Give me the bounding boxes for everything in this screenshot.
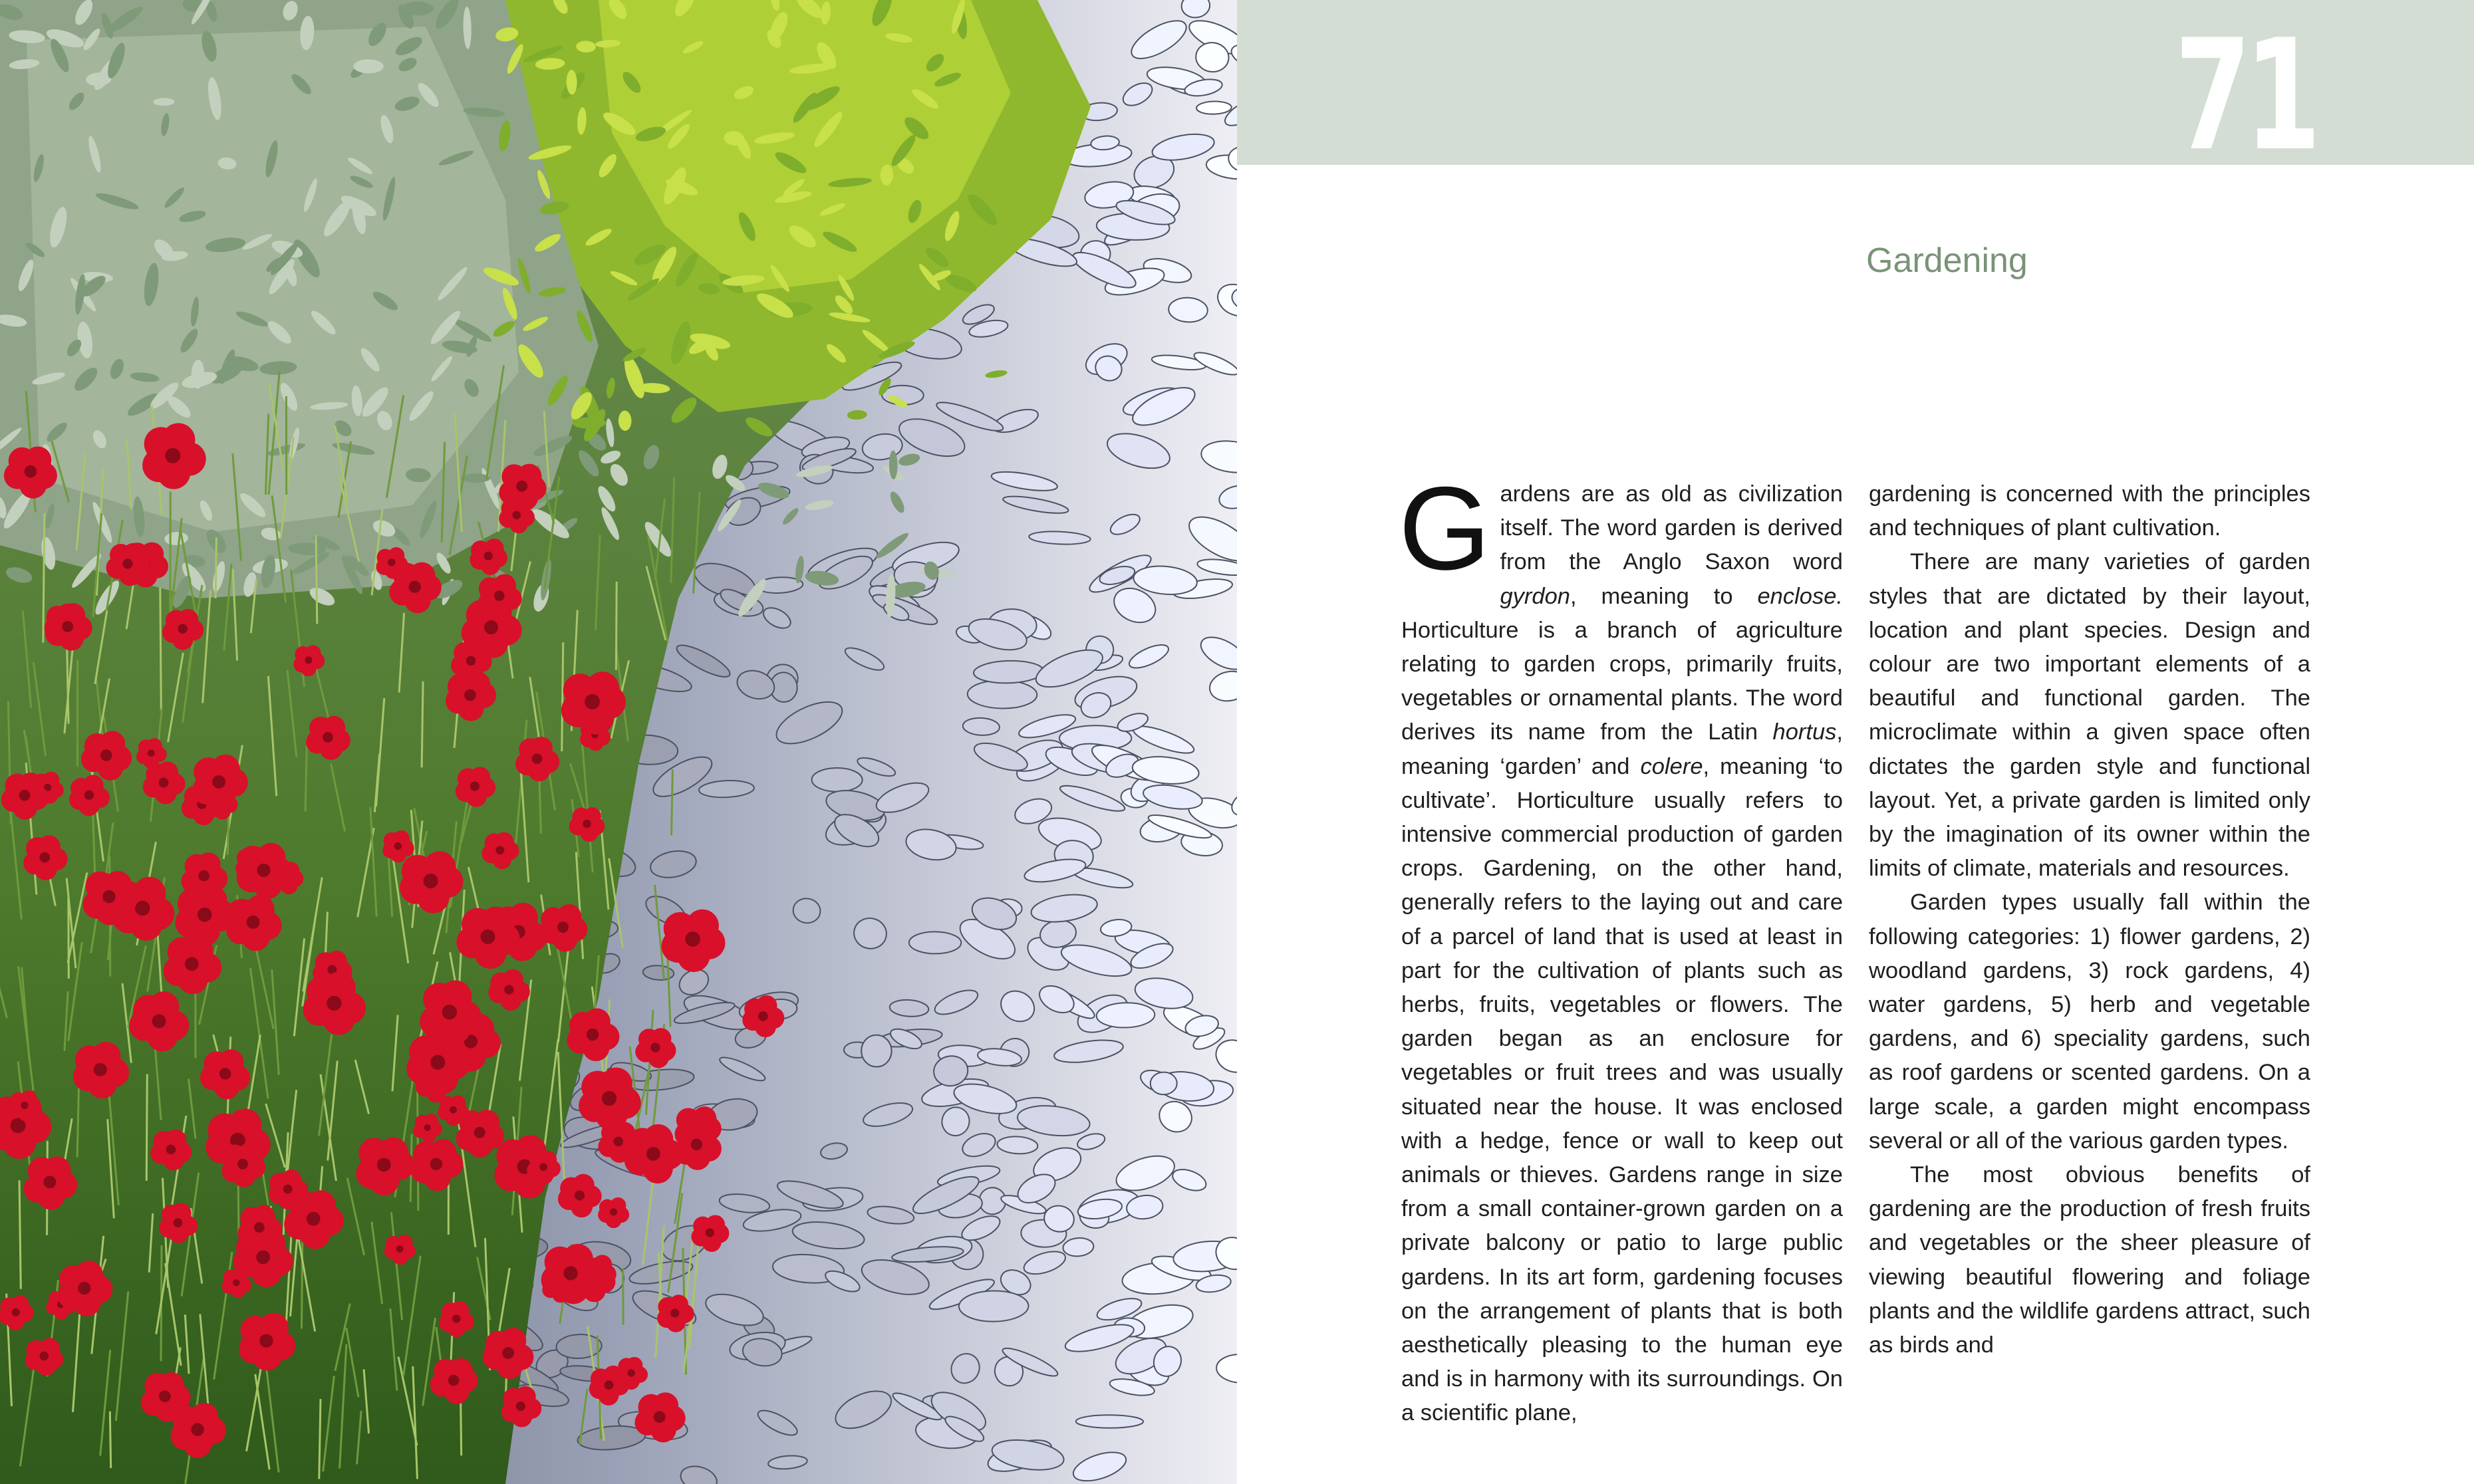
text-run: ardens are as old as civilization itself. The word garden is derived from the Anglo Saxon word [1500,481,1843,575]
grass-blade [616,582,617,670]
grass-blade [146,1074,147,1180]
slate-stone [861,1035,893,1068]
slate-stone [909,931,962,953]
header-band [1237,0,2474,165]
grass-blade [562,642,563,751]
right-column [1869,477,2310,1362]
continued-paragraph: gardening is concerned with the principles and techniques of plant cultivation. [1869,481,2310,541]
first-paragraph [1399,462,1843,1431]
text-run: , meaning ‘to cultivate’. Horticulture usually refers to intensive commercial production of garden crops. Gardening, on the other hand, generally refers to the laying out and care of a parcel of land that is used at least in part for the cultivation of plants such as herbs, fruits, vegetables or flowers. The garden began as an enclosure for vegetables or fruit trees and was usually situated near the house. It was enclosed with a hedge, fence or wall to keep out animals or thieves. Gardens range in size from a small container-grown garden on a private balcony or patio to large public gardens. In its art form, gardening focuses on the arrangement of plants that is both aesthetically pleasing to the human eye and is in harmony with its surroundings. On a scientific plane, [1401,753,1843,1426]
grass-blade [672,769,673,835]
text-run-italic: hortus [1772,719,1837,745]
slate-stone [967,680,1037,709]
grass-blade [170,492,171,622]
text-run-italic: gyrdon [1500,583,1570,609]
slate-stone [959,1291,1029,1322]
grass-blade [215,537,216,598]
text-run-italic: enclose. [1757,583,1843,609]
grass-blade [316,535,317,624]
grass-blade [43,513,45,643]
slate-stone [1196,101,1232,114]
slate-stone [1076,1415,1143,1428]
article-body [1399,462,2322,1426]
text-run: , meaning ‘garden’ and [1401,719,1843,779]
chapter-title: Gardening [1866,241,2028,280]
paragraph: The most obvious benefits of gardening are the production of fresh fruits and vegetables or the sheer pleasure of viewing beautiful flowering and foliage plants and the wildlife gardens attract, such as birds and [1869,1162,2310,1358]
page-number: 71 [2174,7,2314,165]
grass-blade [422,681,423,768]
text-run: Horticulture is a branch of agriculture relating to garden crops, primarily fruits, vegetables or ornamental plants. The word derives its name from the Latin [1401,617,1843,745]
drop-cap: G [1399,462,1491,594]
text-page [1237,0,2474,1484]
paragraph: Garden types usually fall within the following categories: 1) flower gardens, 2) woodland gardens, 3) rock gardens, 4) water gardens, 5) herb and vegetable gardens, and 6) speciality gardens, such as roof gardens or scented gardens. On a large scale, a garden might encompass several or all of the various garden types. [1869,890,2310,1154]
text-run-italic: colere [1640,753,1703,779]
grass-blade [160,588,161,711]
text-run: , meaning to [1570,583,1758,609]
slate-stone [1150,1072,1177,1095]
left-column [1399,462,1843,1431]
slate-stone [812,768,863,792]
paragraph: There are many varieties of garden styles that are dictated by their layout, location and plant species. Design and colour are two important elements of a beautiful and functional garden. The microclimate within a given space often dictates the garden style and functional layout. Yet, a private garden is limited only by the imagination of its owner within the limits of climate, materials and resources. [1869,549,2310,882]
